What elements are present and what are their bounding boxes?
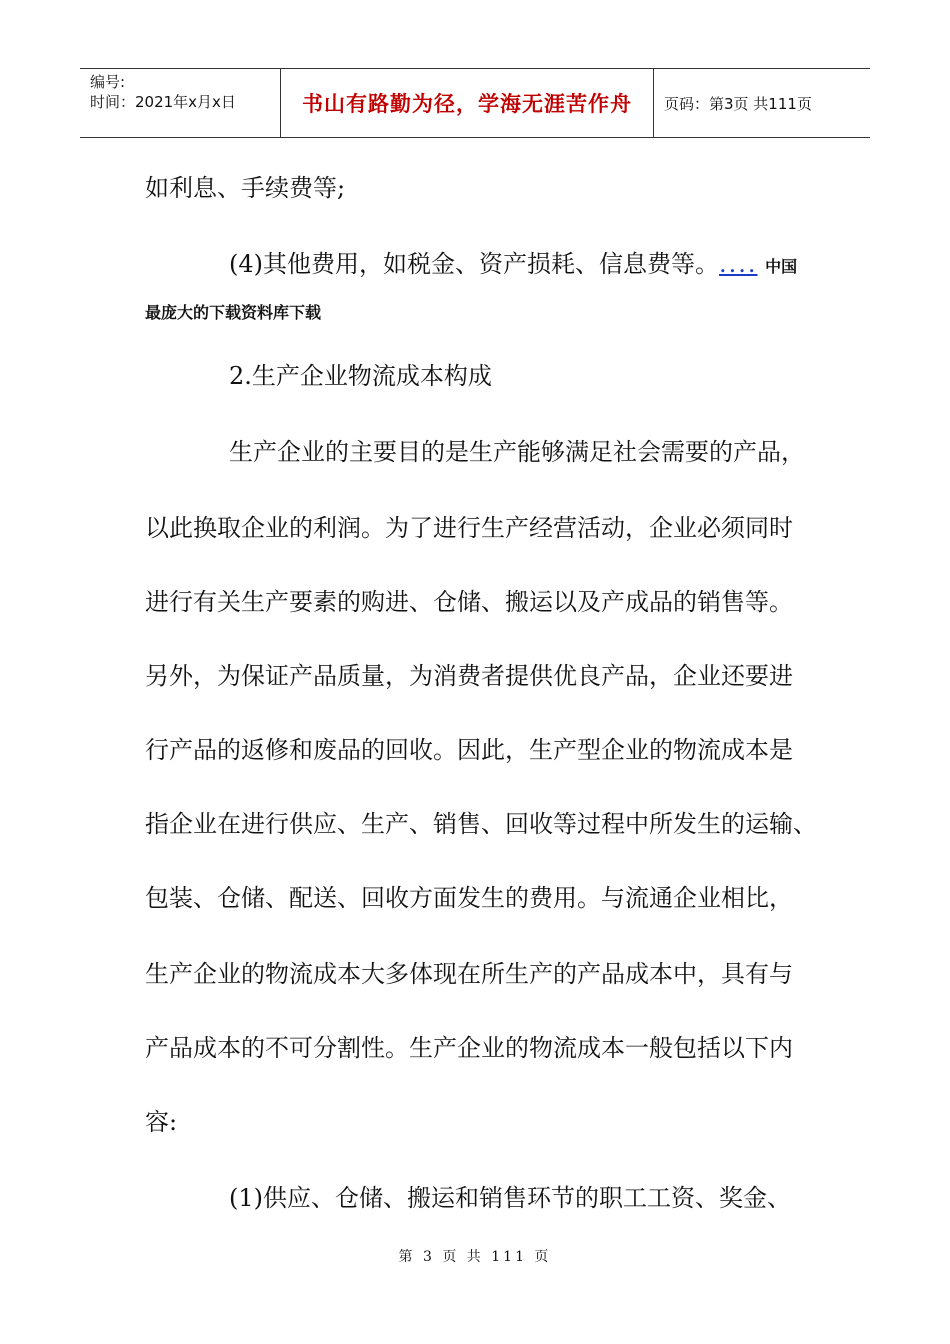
download-link[interactable]: ....: [719, 250, 758, 278]
header-motto: 书山有路勤为径，学海无涯苦作舟: [280, 69, 654, 137]
promo-text-start: 中国: [765, 257, 798, 276]
paragraph-line: 生产企业的物流成本大多体现在所生产的产品成本中，具有与: [145, 960, 793, 988]
document-date: 时间：2021年x月x日: [90, 93, 236, 111]
paragraph-line: 容:: [145, 1108, 178, 1136]
text-line: 如利息、手续费等;: [145, 174, 346, 202]
list-item-4: (4)其他费用，如税金、资产损耗、信息费等。: [229, 250, 719, 278]
document-number-label: 编号:: [90, 73, 126, 91]
header-page-info: 页码：第3页 共111页: [664, 94, 812, 113]
section-heading: 2.生产企业物流成本构成: [229, 362, 492, 390]
list-item-1: (1)供应、仓储、搬运和销售环节的职工工资、奖金、: [229, 1184, 791, 1212]
header-meta: [80, 69, 280, 137]
paragraph-line: 指企业在进行供应、生产、销售、回收等过程中所发生的运输、: [145, 810, 817, 838]
page-header: [80, 68, 870, 138]
paragraph-line: 以此换取企业的利润。为了进行生产经营活动，企业必须同时: [145, 514, 793, 542]
text-line: [229, 244, 797, 279]
paragraph-line: 行产品的返修和废品的回收。因此，生产型企业的物流成本是: [145, 736, 793, 764]
promo-text-end: 最庞大的下载资料库下载: [145, 303, 322, 322]
paragraph-line: 生产企业的主要目的是生产能够满足社会需要的产品，: [229, 438, 805, 466]
paragraph-line: 产品成本的不可分割性。生产企业的物流成本一般包括以下内: [145, 1034, 793, 1062]
paragraph-line: 包装、仓储、配送、回收方面发生的费用。与流通企业相比，: [145, 884, 793, 912]
page-footer: 第 3 页 共 111 页: [398, 1249, 552, 1265]
paragraph-line: 进行有关生产要素的购进、仓储、搬运以及产成品的销售等。: [145, 588, 793, 616]
paragraph-line: 另外，为保证产品质量，为消费者提供优良产品，企业还要进: [145, 662, 793, 690]
